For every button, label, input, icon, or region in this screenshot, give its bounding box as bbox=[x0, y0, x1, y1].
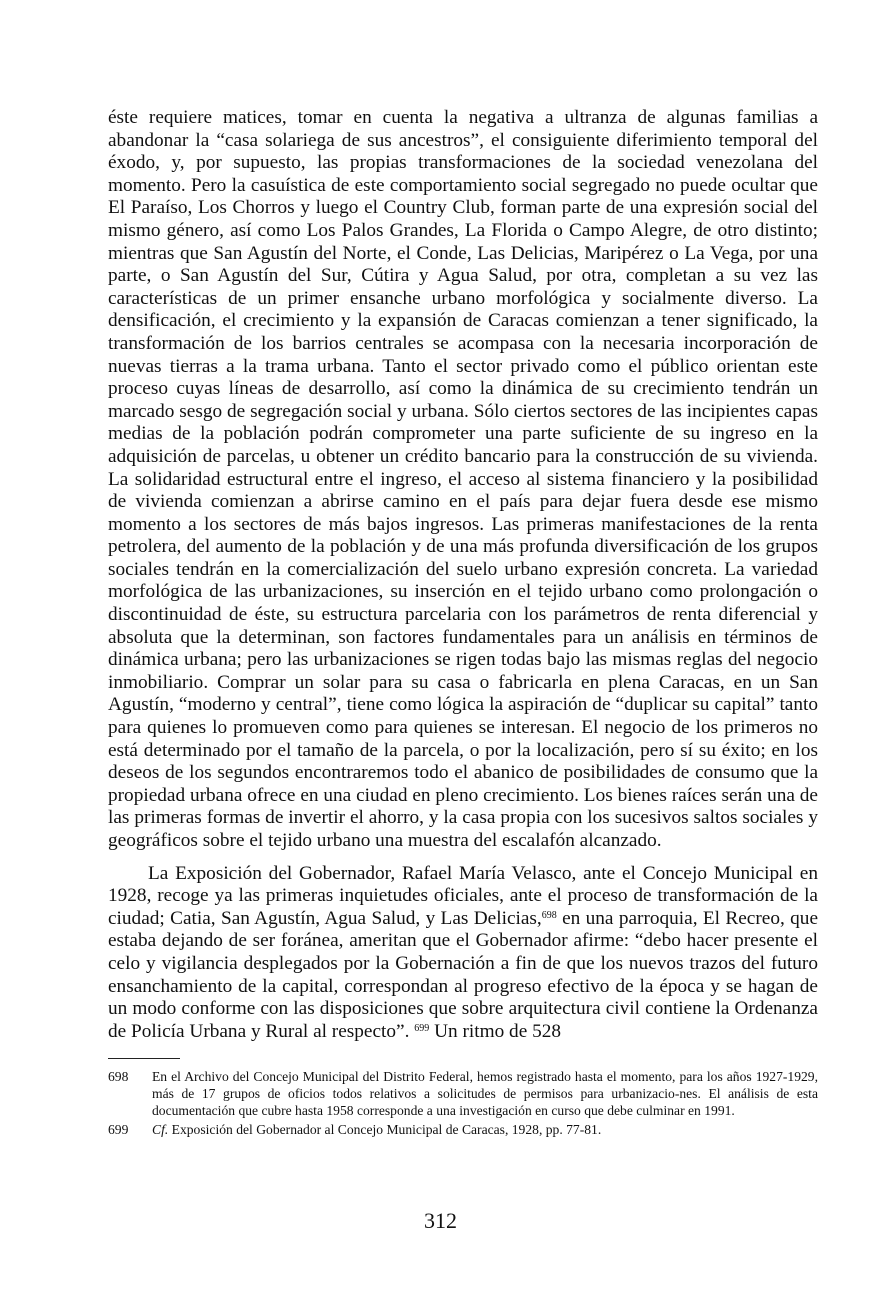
paragraph-2-text-a: La Exposición del Gobernador, Rafael María Velasco, ante el Concejo Municipal en 1928, recoge ya las primeras inquietudes oficiales, ante el proceso de transformación de la ciudad; Catia, San Agustín, Agua Salud, y Las Delicias, bbox=[108, 862, 818, 929]
footnote-text: En el Archivo del Concejo Municipal del Distrito Federal, hemos registrado hasta el momento, para los años 1927-1929, más de 17 grupos de oficios todos relativos a solicitudes de permisos para urbanizacio-nes. El análisis de esta documentación que cubre hasta 1958 corresponde a una investigación en curso que debe culminar en 1991. bbox=[152, 1069, 818, 1119]
paragraph-2-text-c: Un ritmo de 528 bbox=[429, 1020, 561, 1042]
footnote-cf-abbrev: Cf. bbox=[152, 1122, 169, 1138]
footnote-number: 699 bbox=[108, 1122, 129, 1138]
page-content bbox=[108, 107, 818, 1141]
footnote-text bbox=[152, 1122, 818, 1139]
footnote-ref-698[interactable]: 698 bbox=[541, 909, 557, 921]
footnote-698 bbox=[108, 1069, 818, 1120]
footnote-citation: Exposición del Gobernador al Concejo Municipal de Caracas, 1928, pp. 77-81. bbox=[168, 1122, 602, 1138]
footnote-number: 698 bbox=[108, 1069, 129, 1085]
footnote-699 bbox=[108, 1122, 818, 1139]
paragraph-2-text-b: en una parroquia, El Recreo, que estaba dejando de ser foránea, ameritan que el Gobernador afirme: “debo hacer presente el celo y vigilancia desplegados por la Gobernación a fin de que los nuevos trazos del futuro ensanchamiento de la capital, correspondan al progreso efectivo de la época y se hagan de un modo conforme con las disposiciones que sobre arquitectura civil contiene la Ordenanza de Policía Urbana y Rural al respecto”. bbox=[108, 907, 818, 1042]
page-number: 312 bbox=[424, 1208, 457, 1233]
body-paragraph-2 bbox=[108, 863, 818, 1044]
footnote-ref-699[interactable]: 699 bbox=[414, 1022, 430, 1034]
body-paragraph-1: éste requiere matices, tomar en cuenta la negativa a ultranza de algunas familias a abandonar la “casa solariega de sus ancestros”, el consiguiente diferimiento temporal del éxodo, y, por supuesto, las propias transformaciones de la sociedad venezolana del momento. Pero la casuística de este comportamiento social segregado no puede ocultar que El Paraíso, Los Chorros y luego el Country Club, forman parte de una expresión social del mismo género, así como Los Palos Grandes, La Florida o Campo Alegre, de otro distinto; mientras que San Agustín del Norte, el Conde, Las Delicias, Maripérez o La Vega, por una parte, o San Agustín del Sur, Cútira y Agua Salud, por otra, completan a su vez las características de un primer ensanche urbano morfológica y socialmente diverso. La densificación, el crecimiento y la expansión de Caracas comienzan a tener significado, la transformación de los barrios centrales se acompasa con la necesaria incorporación de nuevas tierras a la trama urbana. Tanto el sector privado como el público orientan este proceso cuyas líneas de desarrollo, así como la dinámica de su crecimiento tendrán un marcado sesgo de segregación social y urbana. Sólo ciertos sectores de las incipientes capas medias de la población podrán comprometer una parte suficiente de su ingreso en la adquisición de parcelas, u obtener un crédito bancario para la construcción de su vivienda. La solidaridad estructural entre el ingreso, el acceso al sistema financiero y la posibilidad de vivienda comienzan a abrirse camino en el país para dejar fuera desde ese mismo momento a los sectores de más bajos ingresos. Las primeras manifestaciones de la renta petrolera, del aumento de la población y de una más profunda diversificación de los grupos sociales tendrán en la comercialización del suelo urbano expresión concreta. La variedad morfológica de las urbanizaciones, su inserción en el tejido urbano como prolongación o discontinuidad de éste, su estructura parcelaria con los parámetros de renta diferencial y absoluta que la determinan, son factores fundamentales para un análisis en términos de dinámica urbana; pero las urbanizaciones se rigen todas bajo las mismas reglas del negocio inmobiliario. Comprar un solar para su casa o fabricarla en plena Caracas, en un San Agustín, “moderno y central”, tiene como lógica la aspiración de “duplicar su capital” tanto para quienes lo promueven como para quienes se interesan. El negocio de los primeros no está determinado por el tamaño de la parcela, o por la localización, pero sí su éxito; en los deseos de los segundos encontraremos todo el abanico de posibilidades de consumo que la propiedad urbana ofrece en una ciudad en pleno crecimiento. Los bienes raíces serán una de las primeras formas de invertir el ahorro, y la casa propia con los sucesivos saltos sociales y geográficos sobre el tejido urbano una muestra del escalafón alcanzado. bbox=[108, 107, 818, 851]
footnote-separator bbox=[108, 1058, 180, 1059]
